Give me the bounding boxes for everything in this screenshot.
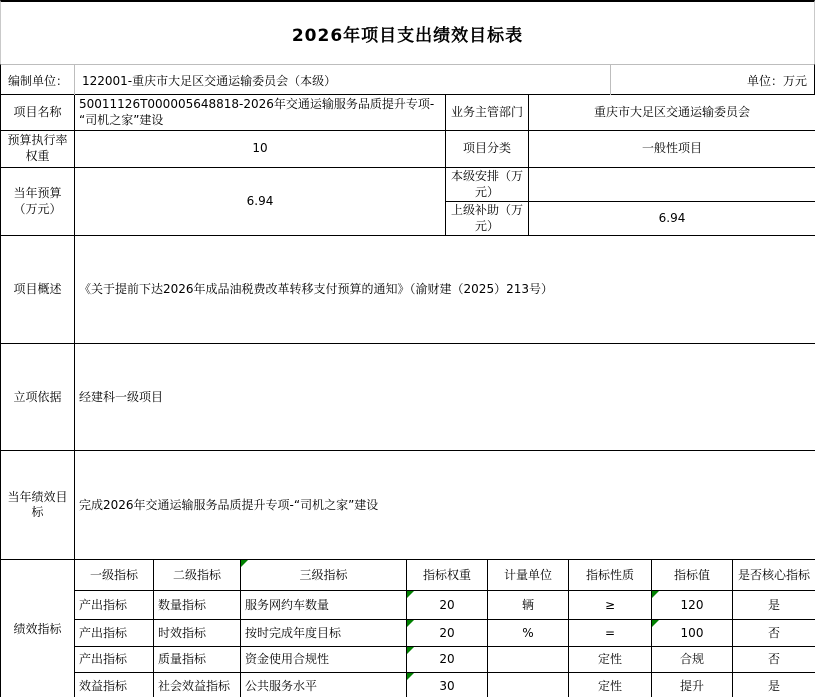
indicator-cell xyxy=(652,591,733,620)
local-arrangement-label: 本级安排（万元） xyxy=(446,168,529,202)
indicator-cell: 定性 xyxy=(569,673,652,697)
indicator-cell-text: 20 xyxy=(439,625,455,640)
indicator-cell-text: 100 xyxy=(680,625,704,640)
page-title: 2026年项目支出绩效目标表 xyxy=(291,25,524,46)
indicator-cell: 辆 xyxy=(488,591,569,620)
indicator-cell: 公共服务水平 xyxy=(241,673,407,697)
superior-subsidy-value: 6.94 xyxy=(529,202,815,236)
indicator-cell xyxy=(407,591,488,620)
indicator-cell-text: 20 xyxy=(439,652,455,667)
indicator-cell: 质量指标 xyxy=(154,647,241,673)
overview-label: 项目概述 xyxy=(1,236,75,344)
indicator-header-unit: 计量单位 xyxy=(488,560,569,591)
currency-unit-note: 单位：万元 xyxy=(746,73,807,88)
indicator-cell: % xyxy=(488,620,569,647)
indicator-header-level3-text: 三级指标 xyxy=(299,567,348,582)
indicator-cell: 提升 xyxy=(652,673,733,697)
org-unit-label: 编制单位： xyxy=(1,65,75,95)
project-name-value: 50011126T000005648818-2026年交通运输服务品质提升专项-“司机之家”建设 xyxy=(75,95,446,131)
indicator-cell: 服务网约车数量 xyxy=(241,591,407,620)
indicator-cell xyxy=(407,673,488,697)
indicator-cell-text: 120 xyxy=(680,597,704,612)
indicator-header-value: 指标值 xyxy=(652,560,733,591)
dept-value: 重庆市大足区交通运输委员会 xyxy=(529,95,815,131)
project-name-label: 项目名称 xyxy=(1,95,75,131)
exec-rate-value: 10 xyxy=(75,131,446,168)
indicator-cell: 时效指标 xyxy=(154,620,241,647)
indicator-cell: = xyxy=(569,620,652,647)
indicator-cell: 社会效益指标 xyxy=(154,673,241,697)
indicator-row xyxy=(1,647,815,673)
indicator-row xyxy=(1,673,815,697)
cell-flag-icon xyxy=(407,591,414,598)
indicator-cell: 数量指标 xyxy=(154,591,241,620)
indicator-cell: 是 xyxy=(733,673,815,697)
annual-goal-value: 完成2026年交通运输服务品质提升专项-“司机之家”建设 xyxy=(75,451,815,560)
indicator-cell: 产出指标 xyxy=(75,647,154,673)
indicator-header-level3 xyxy=(241,560,407,591)
indicator-cell: 合规 xyxy=(652,647,733,673)
indicator-row xyxy=(1,591,815,620)
indicator-cell: 定性 xyxy=(569,647,652,673)
indicator-cell xyxy=(652,620,733,647)
cell-flag-icon xyxy=(407,647,414,654)
indicator-cell: ≥ xyxy=(569,591,652,620)
category-value: 一般性项目 xyxy=(529,131,815,168)
exec-rate-label: 预算执行率权重 xyxy=(1,131,75,168)
local-arrangement-value xyxy=(529,168,815,202)
indicator-header-core: 是否核心指标 xyxy=(733,560,815,591)
indicator-cell xyxy=(407,647,488,673)
title-block xyxy=(0,0,815,64)
budget-value: 6.94 xyxy=(75,168,446,236)
indicator-cell: 是 xyxy=(733,591,815,620)
indicator-cell: 产出指标 xyxy=(75,591,154,620)
indicators-table xyxy=(0,559,815,697)
indicator-header-nature: 指标性质 xyxy=(569,560,652,591)
indicators-section-label: 绩效指标 xyxy=(1,560,75,697)
dept-label: 业务主管部门 xyxy=(446,95,529,131)
indicator-cell: 资金使用合规性 xyxy=(241,647,407,673)
indicator-cell: 产出指标 xyxy=(75,620,154,647)
budget-label: 当年预算（万元） xyxy=(1,168,75,236)
org-unit-value: 122001-重庆市大足区交通运输委员会（本级） xyxy=(75,65,611,95)
basis-value: 经建科一级项目 xyxy=(75,344,815,451)
project-text-table xyxy=(0,235,815,560)
project-info-table xyxy=(0,94,815,236)
category-label: 项目分类 xyxy=(446,131,529,168)
indicator-cell-text: 30 xyxy=(439,678,455,693)
org-unit-row xyxy=(0,64,815,95)
annual-goal-label: 当年绩效目标 xyxy=(1,451,75,560)
cell-flag-icon xyxy=(241,560,248,567)
indicator-cell xyxy=(488,647,569,673)
indicator-cell-text: 20 xyxy=(439,597,455,612)
indicator-header-weight: 指标权重 xyxy=(407,560,488,591)
indicator-header-level1: 一级指标 xyxy=(75,560,154,591)
indicator-cell xyxy=(488,673,569,697)
cell-flag-icon xyxy=(652,591,659,598)
basis-label: 立项依据 xyxy=(1,344,75,451)
indicator-cell: 效益指标 xyxy=(75,673,154,697)
indicator-cell: 否 xyxy=(733,620,815,647)
overview-value: 《关于提前下达2026年成品油税费改革转移支付预算的通知》（渝财建（2025）213号） xyxy=(75,236,815,344)
indicator-header-level2: 二级指标 xyxy=(154,560,241,591)
indicator-cell: 按时完成年度目标 xyxy=(241,620,407,647)
indicator-row xyxy=(1,620,815,647)
indicator-cell xyxy=(407,620,488,647)
superior-subsidy-label: 上级补助（万元） xyxy=(446,202,529,236)
cell-flag-icon xyxy=(407,673,414,680)
indicator-cell: 否 xyxy=(733,647,815,673)
cell-flag-icon xyxy=(652,620,659,627)
cell-flag-icon xyxy=(407,620,414,627)
